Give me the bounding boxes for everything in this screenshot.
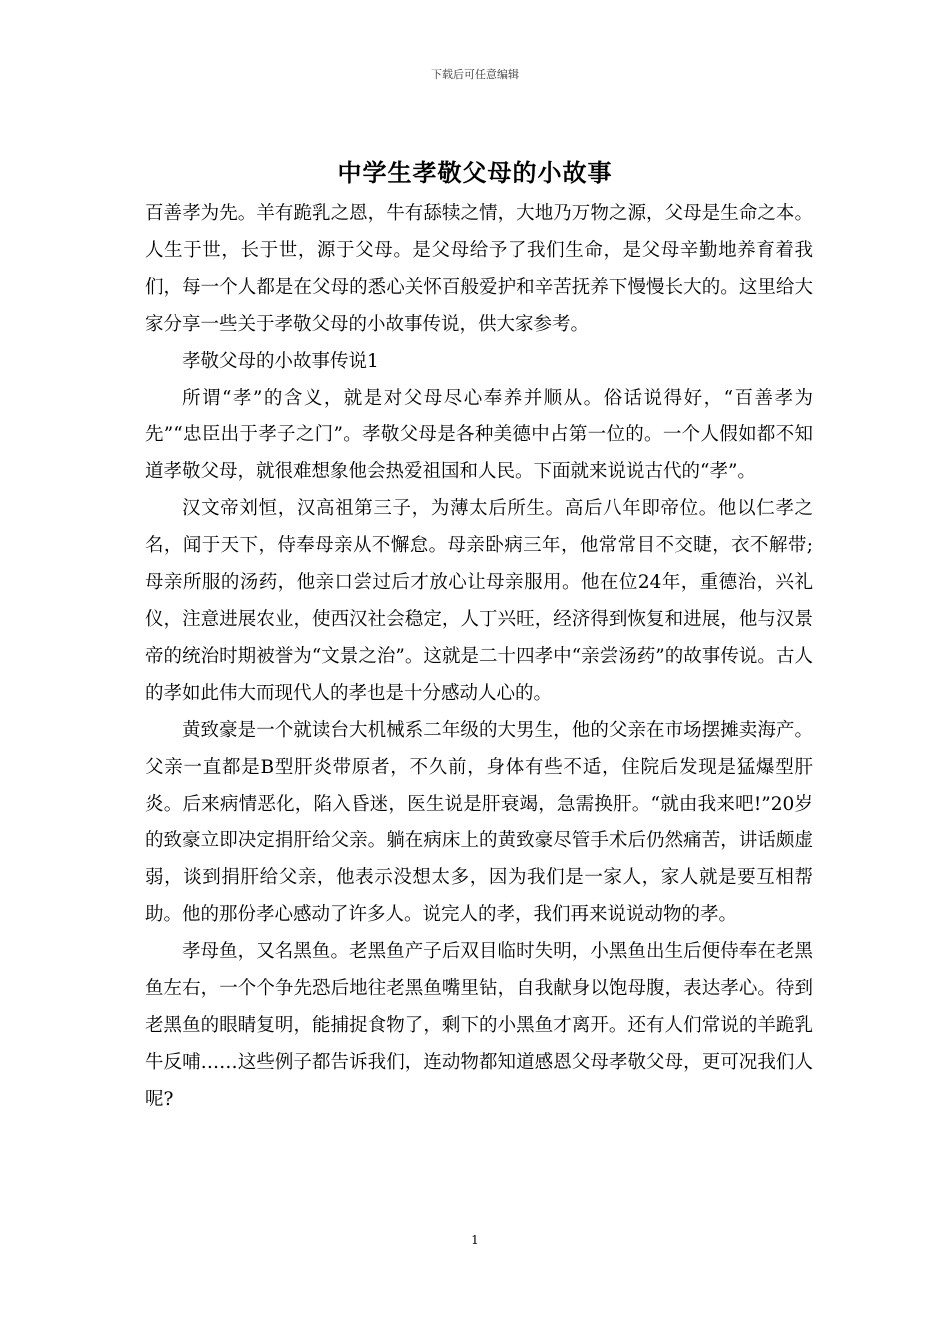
body-paragraph: 黄致豪是一个就读台大机械系二年级的大男生，他的父亲在市场摆摊卖海产。父亲一直都是B型肝炎带原者，不久前，身体有些不适，住院后发现是猛爆型肝炎。后来病情恶化，陷入昏迷，医生说是肝衰竭，急需换肝。“就由我来吧!”20岁的致豪立即决定捐肝给父亲。躺在病床上的黄致豪尽管手术后仍然痛苦，讲话颇虚弱，谈到捐肝给父亲，他表示没想太多，因为我们是一家人，家人就是要互相帮助。他的那份孝心感动了许多人。说完人的孝，我们再来说说动物的孝。 bbox=[145, 719, 813, 926]
body-paragraph: 所谓“孝”的含义，就是对父母尽心奉养并顺从。俗话说得好，“百善孝为先”“忠臣出于孝子之门”。孝敬父母是各种美德中占第一位的。一个人假如都不知道孝敬父母，就很难想象他会热爱祖国和人民。下面就来说说古代的“孝”。 bbox=[145, 387, 813, 483]
page-number: 1 bbox=[471, 1233, 479, 1247]
body-paragraph: 孝母鱼，又名黑鱼。老黑鱼产子后双目临时失明，小黑鱼出生后便侍奉在老黑鱼左右，一个个争先恐后地往老黑鱼嘴里钻，自我献身以饱母腹，表达孝心。待到老黑鱼的眼睛复明，能捕捉食物了，剩下的小黑鱼才离开。还有人们常说的羊跪乳牛反哺……这些例子都告诉我们，连动物都知道感恩父母孝敬父母，更可况我们人呢? bbox=[145, 941, 813, 1110]
document-title: 中学生孝敬父母的小故事 bbox=[337, 159, 613, 187]
intro-paragraph: 百善孝为先。羊有跪乳之恩，牛有舔犊之情，大地乃万物之源，父母是生命之本。人生于世，长于世，源于父母。是父母给予了我们生命，是父母辛勤地养育着我们，每一个人都是在父母的悉心关怀百般爱护和辛苦抚养下慢慢长大的。这里给大家分享一些关于孝敬父母的小故事传说，供大家参考。 bbox=[145, 203, 813, 335]
header-note: 下载后可任意编辑 bbox=[431, 68, 519, 81]
document-body bbox=[145, 196, 813, 1119]
section-heading: 孝敬父母的小故事传说1 bbox=[182, 350, 379, 372]
body-paragraph: 汉文帝刘恒，汉高祖第三子，为薄太后所生。高后八年即帝位。他以仁孝之名，闻于天下，侍奉母亲从不懈怠。母亲卧病三年，他常常目不交睫，衣不解带;母亲所服的汤药，他亲口尝过后才放心让母亲服用。他在位24年，重德治，兴礼仪，注意进展农业，使西汉社会稳定，人丁兴旺，经济得到恢复和进展，他与汉景帝的统治时期被誉为“文景之治”。这就是二十四孝中“亲尝汤药”的故事传说。古人的孝如此伟大而现代人的孝也是十分感动人心的。 bbox=[145, 498, 813, 704]
